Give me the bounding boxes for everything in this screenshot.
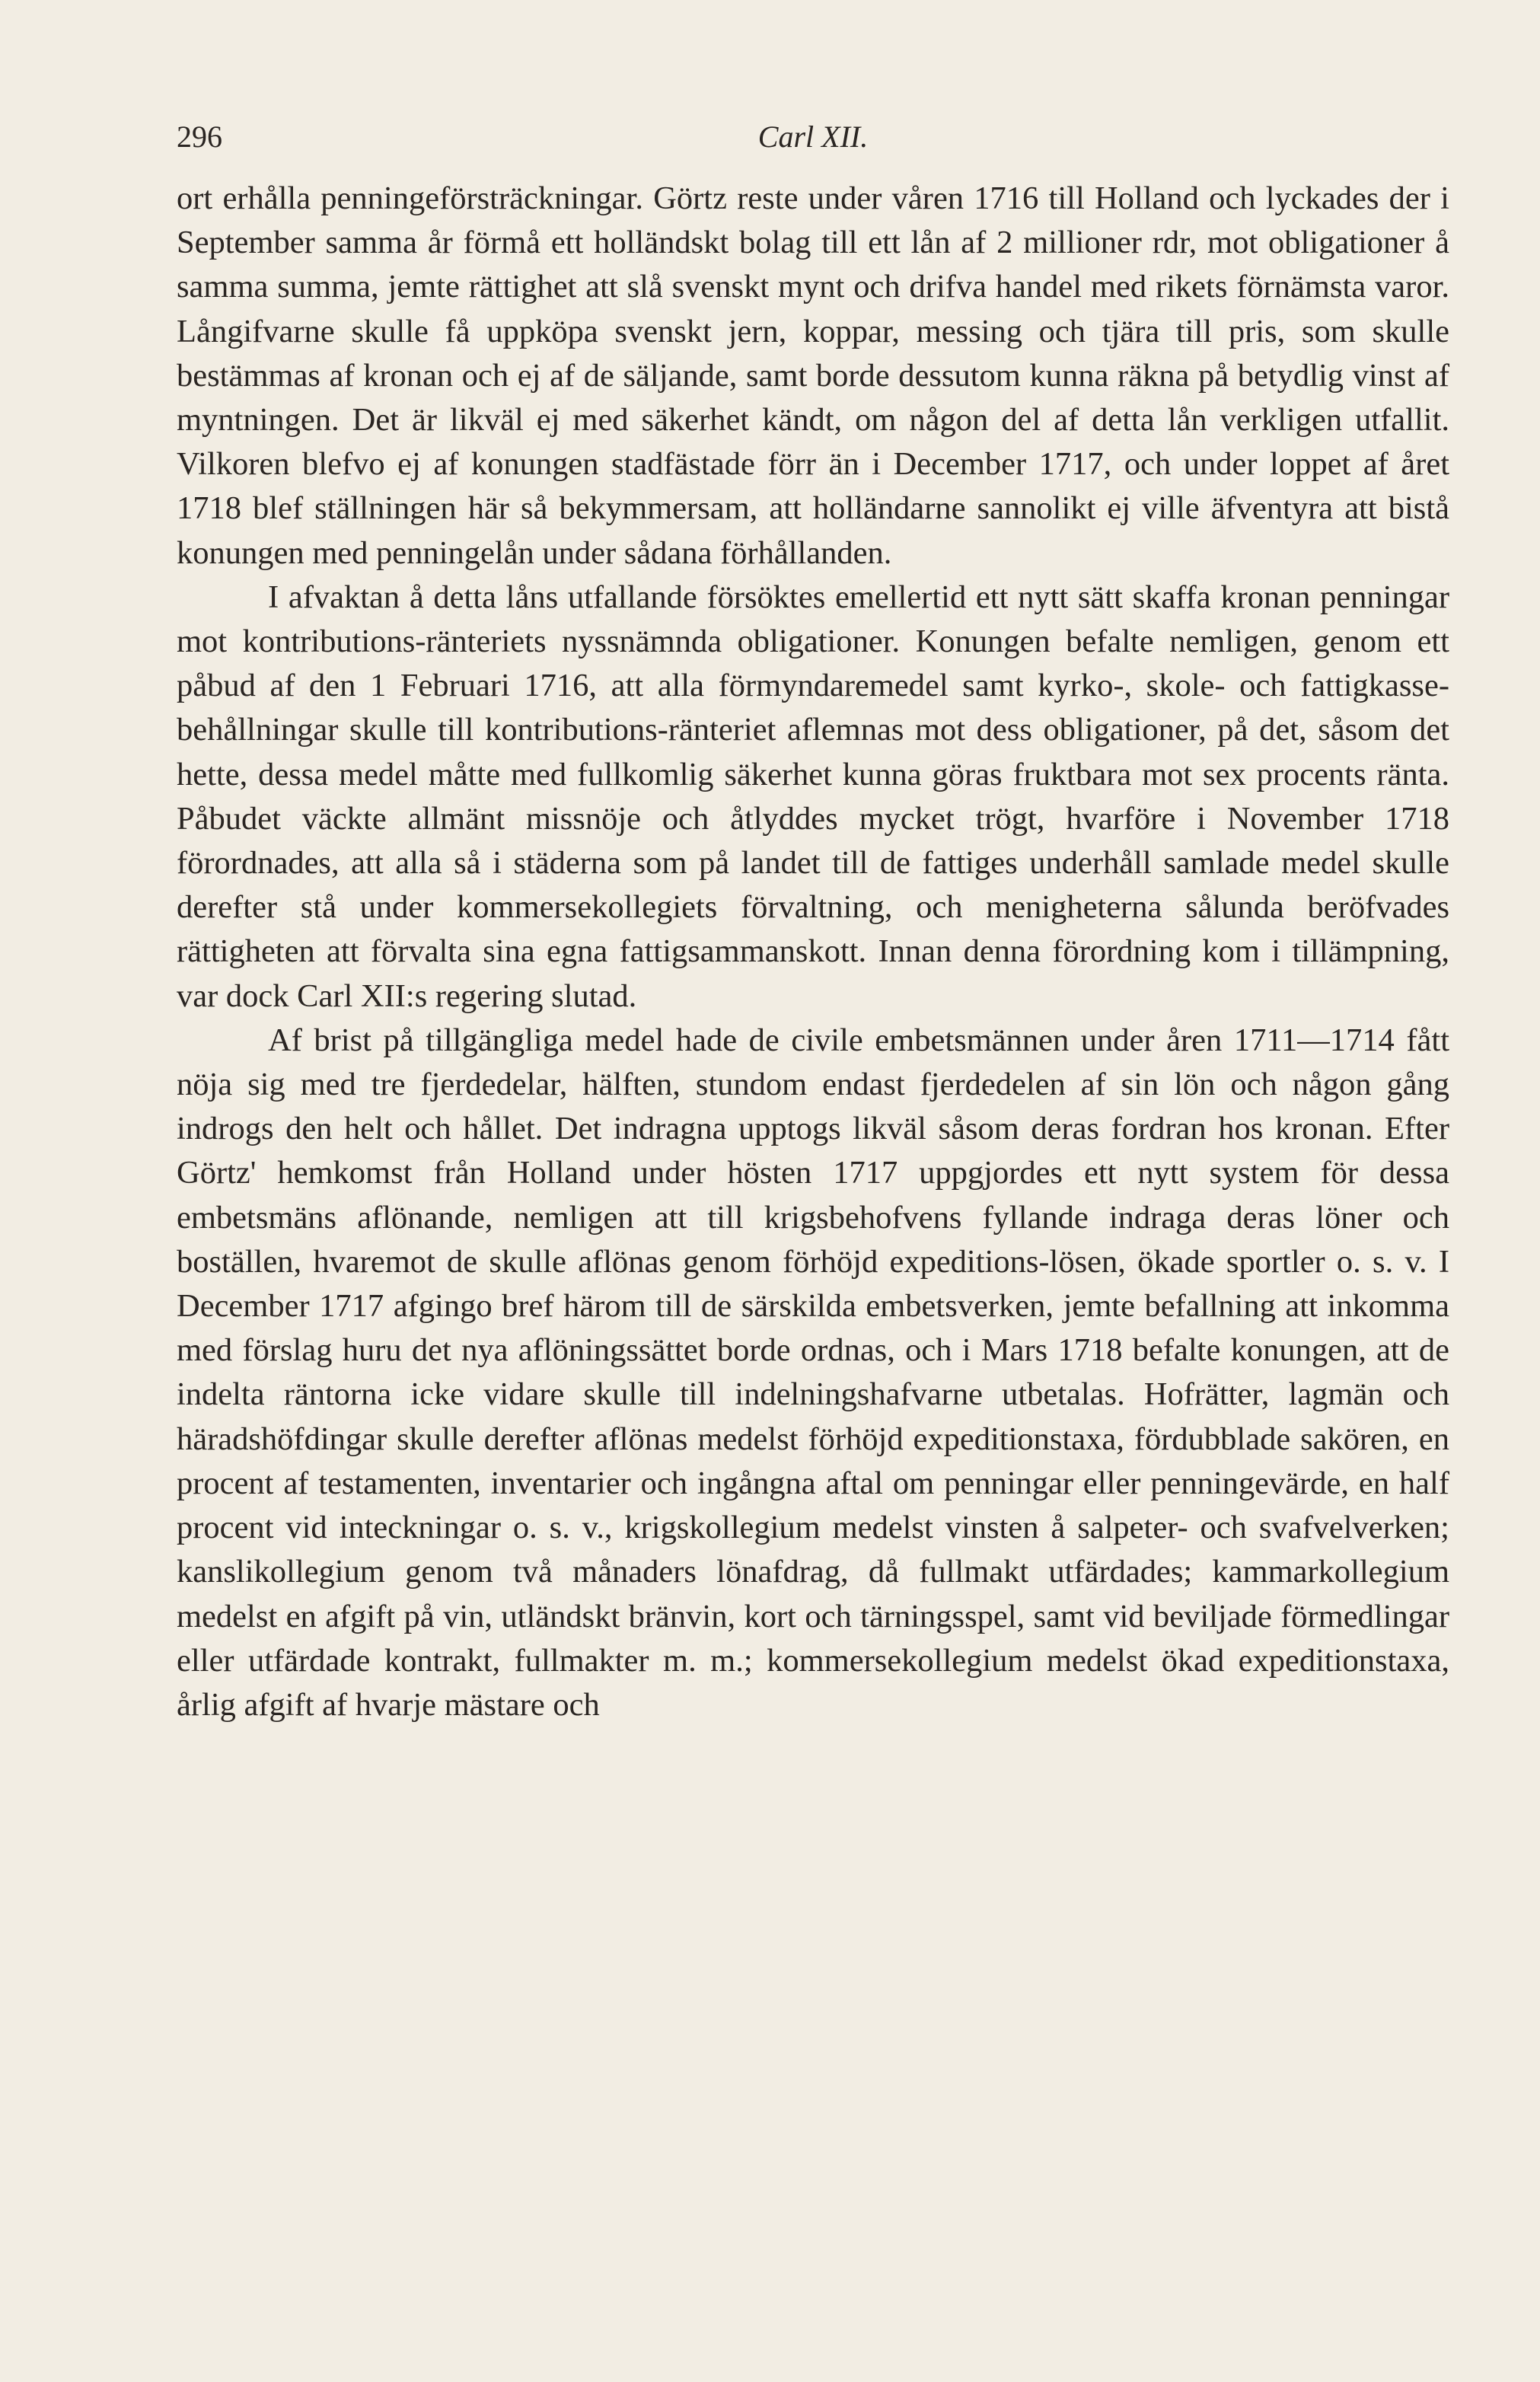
paragraph-2: I afvaktan å detta låns utfallande försöktes emellertid ett nytt sätt skaffa kronan penningar mot kontributions-ränteriets nyssnämnda obligationer. Konungen befalte nemligen, genom ett påbud af den 1 Februari 1716, att alla förmyndaremedel samt kyrko-, skole- och fattigkasse-behållningar skulle till kontributions-ränteriet aflemnas mot dess obligationer, på det, såsom det hette, dessa medel måtte med fullkomlig säkerhet kunna göras fruktbara mot sex procents ränta. Påbudet väckte allmänt missnöje och åtlyddes mycket trögt, hvarföre i November 1718 förordnades, att alla så i städerna som på landet till de fattiges underhåll samlade medel skulle derefter stå under kommersekollegiets förvaltning, och menigheterna sålunda beröfvades rättigheten att förvalta sina egna fattigsammanskott. Innan denna förordning kom i tillämpning, var dock Carl XII:s regering slutad. (177, 579, 1449, 1014)
running-head (177, 114, 1449, 160)
body-text (177, 177, 1449, 1727)
paragraph-1: ort erhålla penningeförsträckningar. Görtz reste under våren 1716 till Holland och lyckades der i September samma år förmå ett holländskt bolag till ett lån af 2 millioner rdr, mot obligationer å samma summa, jemte rättighet att slå svenskt mynt och drifva handel med rikets förnämsta varor. Långifvarne skulle få uppköpa svenskt jern, koppar, messing och tjära till pris, som skulle bestämmas af kronan och ej af de säljande, samt borde dessutom kunna räkna på betydlig vinst af myntningen. Det är likväl ej med säkerhet kändt, om någon del af detta lån verkligen utfallit. Vilkoren blefvo ej af konungen stadfästade förr än i December 1717, och under loppet af året 1718 blef ställningen här så bekymmersam, att holländarne sannolikt ej ville äfventyra att bistå konungen med penningelån under sådana förhållanden. (177, 180, 1449, 571)
paragraph-3: Af brist på tillgängliga medel hade de civile embetsmännen under åren 1711—1714 fått nöja sig med tre fjerdedelar, hälften, stundom endast fjerdedelen af sin lön och någon gång indrogs den helt och hållet. Det indragna upptogs likväl såsom deras fordran hos kronan. Efter Görtz' hemkomst från Holland under hösten 1717 uppgjordes ett nytt system för dessa embetsmäns aflönande, nemligen att till krigsbehofvens fyllande indraga deras löner och boställen, hvaremot de skulle aflönas genom förhöjd expeditions-lösen, ökade sportler o. s. v. I December 1717 afgingo bref härom till de särskilda embetsverken, jemte befallning att inkomma med förslag huru det nya aflöningssättet borde ordnas, och i Mars 1718 befalte konungen, att de indelta räntorna icke vidare skulle till indelningshafvarne utbetalas. Hofrätter, lagmän och häradshöfdingar skulle derefter aflönas medelst förhöjd expeditionstaxa, fördubblade sakören, en procent af testamenten, inventarier och ingångna aftal om penningar eller penningevärde, en half procent vid inteckningar o. s. v., krigskollegium medelst vinsten å salpeter- och svafvelverken; kanslikollegium genom två månaders lönafdrag, då fullmakt utfärdades; kammarkollegium medelst en afgift på vin, utländskt bränvin, kort och tärningsspel, samt vid beviljade förmedlingar eller utfärdade kontrakt, fullmakter m. m.; kommersekollegium medelst ökad expeditionstaxa, årlig afgift af hvarje mästare och (177, 1022, 1449, 1723)
page-number: 296 (177, 120, 222, 154)
running-title: Carl XII. (757, 120, 869, 154)
